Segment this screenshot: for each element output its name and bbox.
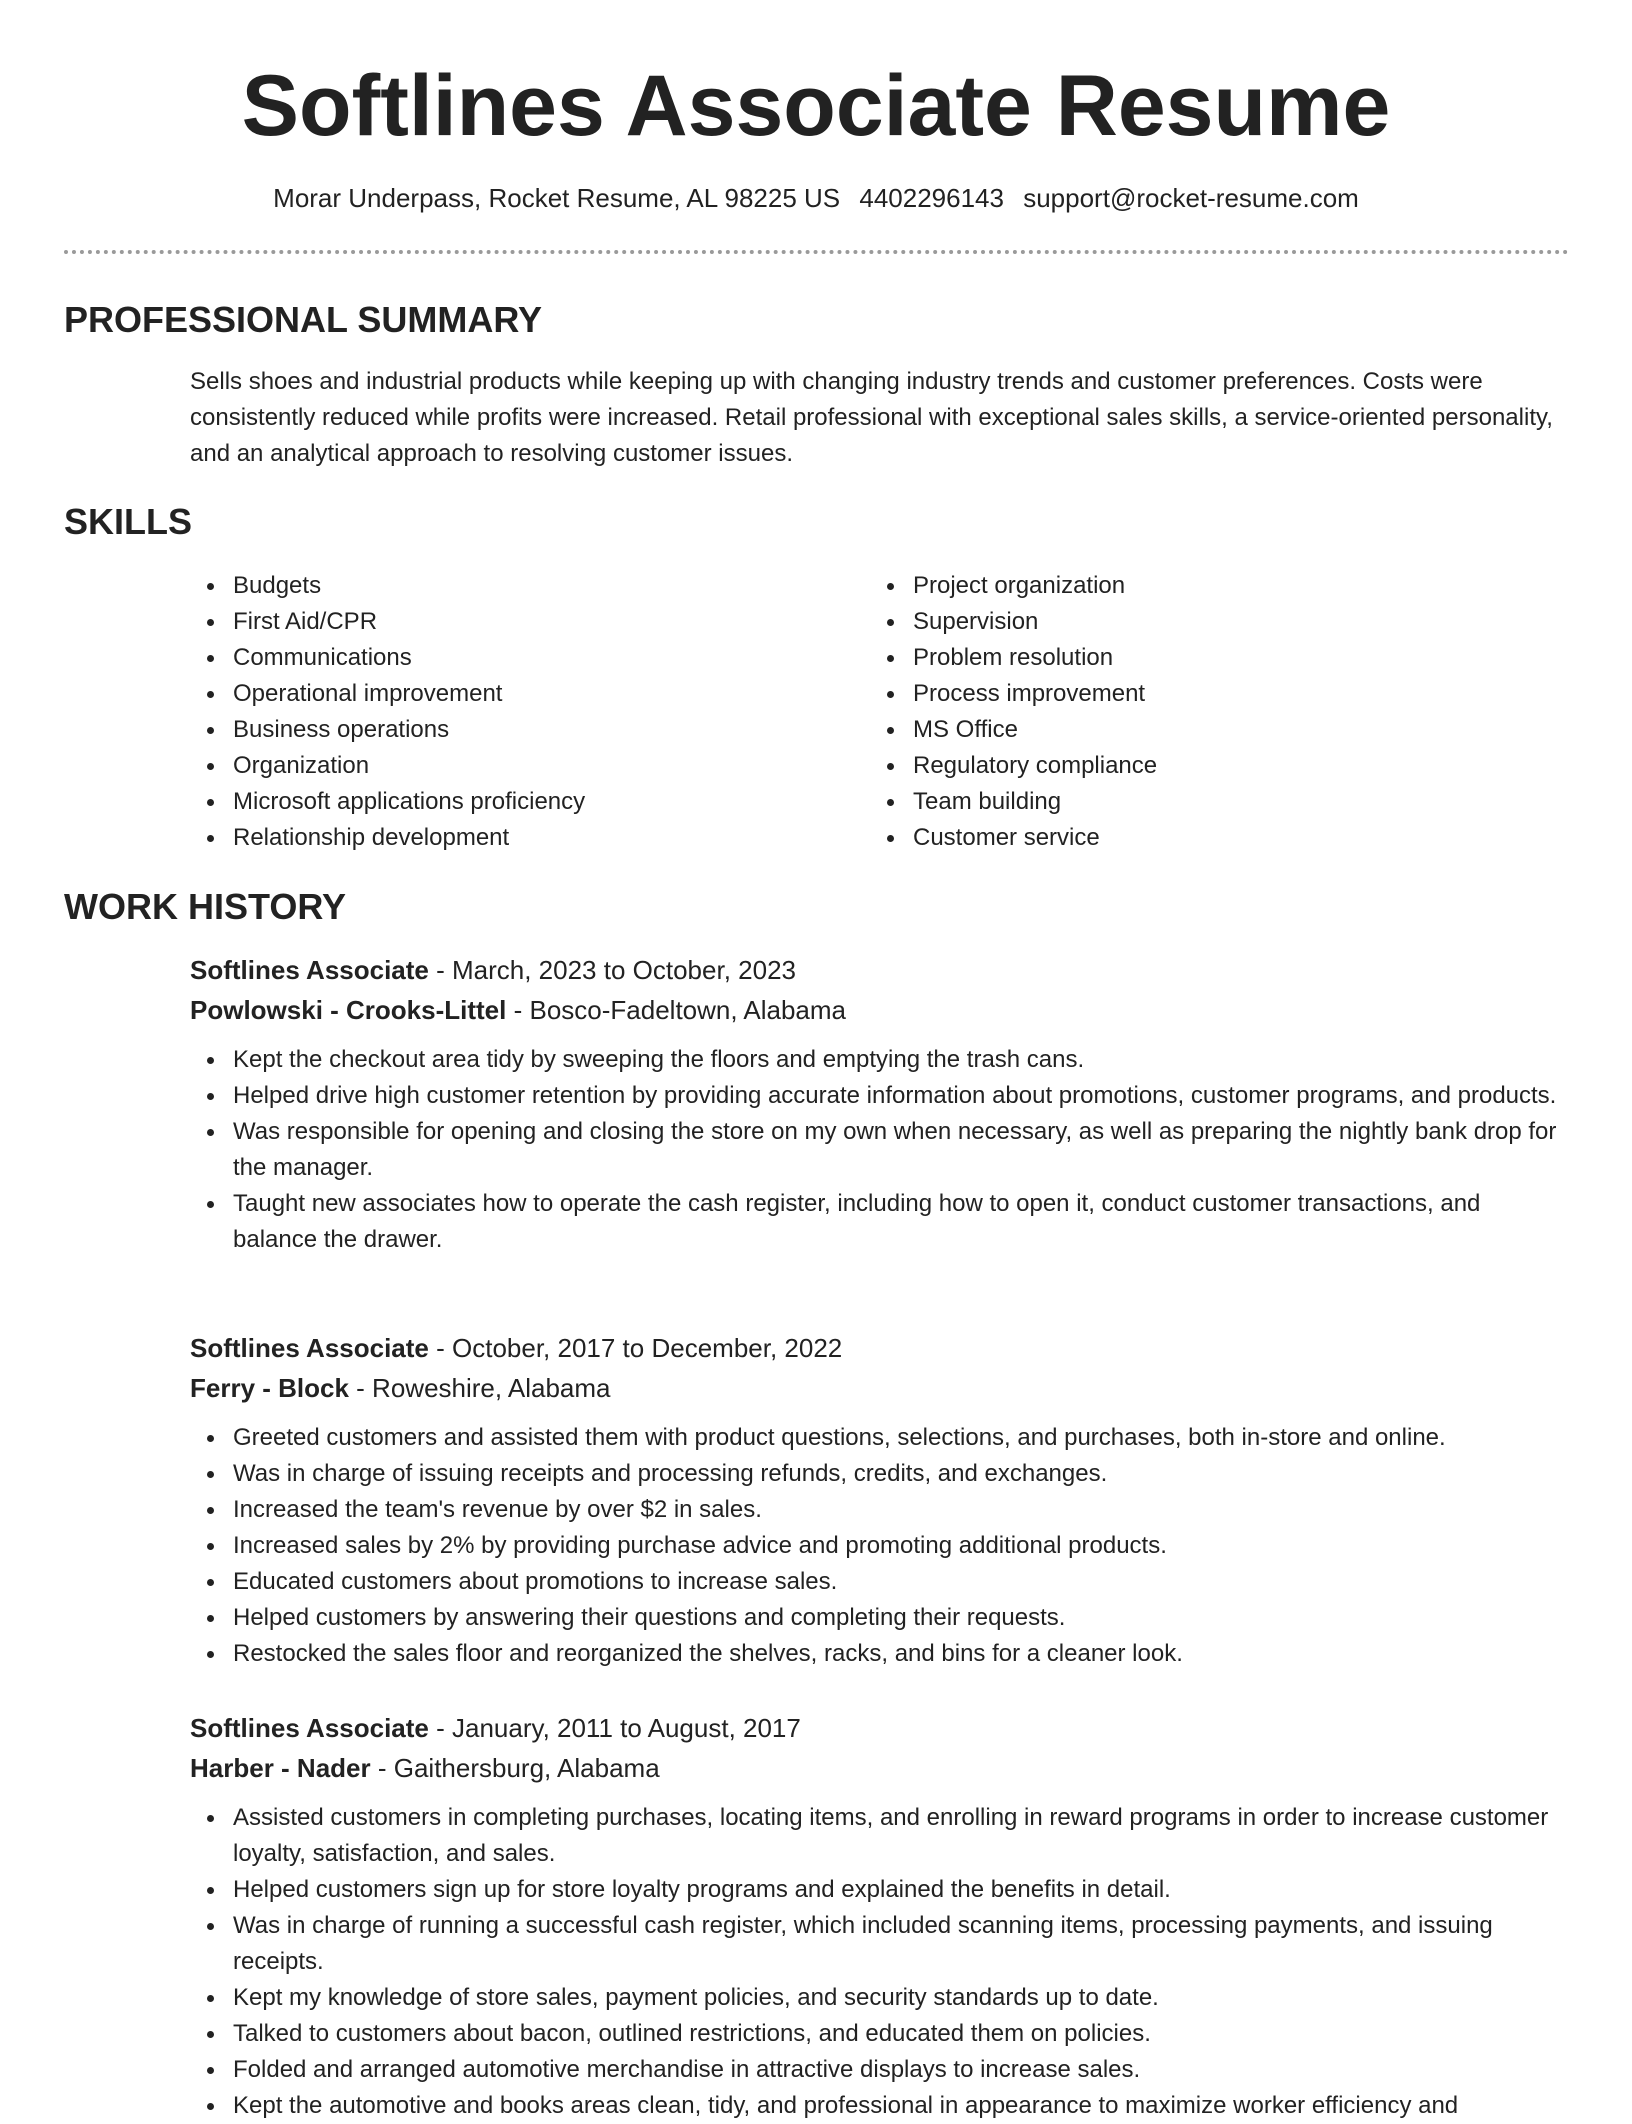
skill-label: Organization <box>233 752 370 779</box>
skill-item <box>870 676 1550 712</box>
skill-item <box>190 820 870 856</box>
skill-item <box>190 568 870 604</box>
bullet-icon <box>207 1093 214 1100</box>
job-dates: - October, 2017 to December, 2022 <box>428 1333 843 1363</box>
duty-item <box>190 1908 1570 1980</box>
duty-text: Was in charge of running a successful cash register, which included scanning items, processing payments, and issuing receipts. <box>233 1912 1493 1975</box>
duty-text: Restocked the sales floor and reorganized the shelves, racks, and bins for a cleaner look. <box>233 1640 1183 1667</box>
bullet-icon <box>207 655 214 662</box>
job-location: - Bosco-Fadeltown, Alabama <box>506 995 846 1025</box>
bullet-icon <box>207 1887 214 1894</box>
duty-text: Was in charge of issuing receipts and processing refunds, credits, and exchanges. <box>233 1460 1108 1487</box>
skills-column-right <box>870 568 1550 856</box>
skill-item <box>190 748 870 784</box>
duty-text: Increased sales by 2% by providing purchase advice and promoting additional products. <box>233 1532 1167 1559</box>
skills-list <box>190 568 1570 856</box>
skill-label: Process improvement <box>913 680 1146 707</box>
bullet-icon <box>207 1129 214 1136</box>
bullet-icon <box>207 1579 214 1586</box>
duty-item <box>190 1800 1570 1872</box>
duty-item <box>190 1042 1570 1078</box>
duty-text: Kept the checkout area tidy by sweeping the floors and emptying the trash cans. <box>233 1046 1085 1073</box>
duty-item <box>190 1114 1570 1186</box>
job-entry <box>190 950 1570 1258</box>
duty-text: Educated customers about promotions to increase sales. <box>233 1568 838 1595</box>
job-title: Softlines Associate <box>190 955 429 985</box>
skill-label: First Aid/CPR <box>233 608 378 635</box>
skill-item <box>870 640 1550 676</box>
duty-item <box>190 1564 1570 1600</box>
duty-item <box>190 2088 1570 2124</box>
contact-phone: 4402296143 <box>859 183 1004 213</box>
summary-text: Sells shoes and industrial products while keeping up with changing industry trends and customer preferences. Costs were consistently reduced while profits were increased. Retail professional with exceptional sales skills, a service-oriented personality, and an analytical approach to resolving customer issues. <box>190 368 1553 467</box>
contact-address: Morar Underpass, Rocket Resume, AL 98225 US <box>273 183 841 213</box>
bullet-icon <box>207 1435 214 1442</box>
job-title-line <box>190 1328 1570 1368</box>
job-company: Powlowski - Crooks-Littel <box>190 995 507 1025</box>
skill-label: Supervision <box>913 608 1039 635</box>
job-title: Softlines Associate <box>190 1333 429 1363</box>
bullet-icon <box>887 583 894 590</box>
job-company-line <box>190 1368 1570 1408</box>
skill-item <box>190 640 870 676</box>
duty-text: Helped customers sign up for store loyalty programs and explained the benefits in detail. <box>233 1876 1171 1903</box>
job-title-line <box>190 950 1570 990</box>
skill-item <box>190 604 870 640</box>
skill-item <box>870 604 1550 640</box>
bullet-icon <box>207 2103 214 2110</box>
work-history-heading: WORK HISTORY <box>64 886 347 927</box>
duty-text: Kept my knowledge of store sales, payment policies, and security standards up to date. <box>233 1984 1159 2011</box>
job-company: Harber - Nader <box>190 1753 371 1783</box>
job-company-line <box>190 990 1570 1030</box>
duty-text: Greeted customers and assisted them with product questions, selections, and purchases, both in-store and online. <box>233 1424 1446 1451</box>
bullet-icon <box>887 655 894 662</box>
skill-item <box>190 712 870 748</box>
bullet-icon <box>887 691 894 698</box>
duty-item <box>190 1872 1570 1908</box>
duty-text: Taught new associates how to operate the cash register, including how to open it, conduct customer transactions, and balance the drawer. <box>233 1190 1481 1253</box>
duty-text: Was responsible for opening and closing the store on my own when necessary, as well as preparing the nightly bank drop for the manager. <box>233 1118 1557 1181</box>
bullet-icon <box>207 2067 214 2074</box>
job-dates: - March, 2023 to October, 2023 <box>428 955 796 985</box>
job-location: - Roweshire, Alabama <box>348 1373 611 1403</box>
job-dates: - January, 2011 to August, 2017 <box>428 1713 801 1743</box>
skills-heading: SKILLS <box>64 501 193 542</box>
bullet-icon <box>207 2031 214 2038</box>
job-duties <box>190 1800 1570 2124</box>
skill-label: Relationship development <box>233 824 510 851</box>
bullet-icon <box>207 1471 214 1478</box>
job-company-line <box>190 1748 1570 1788</box>
bullet-icon <box>207 619 214 626</box>
job-location: - Gaithersburg, Alabama <box>370 1753 660 1783</box>
duty-text: Helped drive high customer retention by providing accurate information about promotions, customer programs, and products. <box>233 1082 1557 1109</box>
summary-heading: PROFESSIONAL SUMMARY <box>64 299 543 340</box>
bullet-icon <box>207 727 214 734</box>
skill-item <box>870 820 1550 856</box>
job-title-line <box>190 1708 1570 1748</box>
job-duties <box>190 1042 1570 1258</box>
skill-label: Team building <box>913 788 1062 815</box>
duty-item <box>190 2052 1570 2088</box>
bullet-icon <box>207 1815 214 1822</box>
job-entry <box>190 1328 1570 1672</box>
bullet-icon <box>207 1615 214 1622</box>
bullet-icon <box>207 1923 214 1930</box>
bullet-icon <box>887 763 894 770</box>
skills-column-left <box>190 568 870 856</box>
bullet-icon <box>207 1543 214 1550</box>
bullet-icon <box>887 619 894 626</box>
duty-item <box>190 1528 1570 1564</box>
bullet-icon <box>207 1995 214 2002</box>
skill-item <box>190 784 870 820</box>
job-company: Ferry - Block <box>190 1373 349 1403</box>
duty-text: Helped customers by answering their questions and completing their requests. <box>233 1604 1066 1631</box>
skill-item <box>870 712 1550 748</box>
bullet-icon <box>207 763 214 770</box>
duty-text: Folded and arranged automotive merchandise in attractive displays to increase sales. <box>233 2056 1141 2083</box>
duty-item <box>190 2016 1570 2052</box>
skill-label: Microsoft applications proficiency <box>233 788 586 815</box>
resume-title: Softlines Associate Resume <box>241 58 1391 154</box>
bullet-icon <box>207 1201 214 1208</box>
bullet-icon <box>207 799 214 806</box>
skill-item <box>870 748 1550 784</box>
bullet-icon <box>887 727 894 734</box>
bullet-icon <box>207 1057 214 1064</box>
bullet-icon <box>207 835 214 842</box>
job-duties <box>190 1420 1570 1672</box>
skill-item <box>870 784 1550 820</box>
duty-text: Talked to customers about bacon, outlined restrictions, and educated them on policies. <box>233 2020 1151 2047</box>
duty-item <box>190 1078 1570 1114</box>
skill-label: Communications <box>233 644 412 671</box>
skill-label: Operational improvement <box>233 680 503 707</box>
skill-label: Regulatory compliance <box>913 752 1158 779</box>
contact-line <box>0 180 1632 216</box>
job-title: Softlines Associate <box>190 1713 429 1743</box>
bullet-icon <box>207 1507 214 1514</box>
skill-label: Customer service <box>913 824 1100 851</box>
skill-label: MS Office <box>913 716 1018 743</box>
duty-item <box>190 1456 1570 1492</box>
duty-item <box>190 1492 1570 1528</box>
duty-text: Increased the team's revenue by over $2 in sales. <box>233 1496 762 1523</box>
contact-email: support@rocket-resume.com <box>1023 183 1359 213</box>
duty-text: Assisted customers in completing purchases, locating items, and enrolling in reward programs in order to increase customer loyalty, satisfaction, and sales. <box>233 1804 1549 1867</box>
skill-item <box>190 676 870 712</box>
skill-label: Problem resolution <box>913 644 1114 671</box>
duty-item <box>190 1636 1570 1672</box>
bullet-icon <box>207 691 214 698</box>
skill-label: Budgets <box>233 572 322 599</box>
duty-item <box>190 1420 1570 1456</box>
skill-item <box>870 568 1550 604</box>
skill-label: Business operations <box>233 716 450 743</box>
skill-label: Project organization <box>913 572 1126 599</box>
bullet-icon <box>207 1651 214 1658</box>
bullet-icon <box>887 799 894 806</box>
duty-text: Kept the automotive and books areas clean, tidy, and professional in appearance to maximize worker efficiency and <box>233 2092 1459 2119</box>
job-entry <box>190 1708 1570 2124</box>
duty-item <box>190 1600 1570 1636</box>
duty-item <box>190 1186 1570 1258</box>
duty-item <box>190 1980 1570 2016</box>
bullet-icon <box>207 583 214 590</box>
header-divider <box>64 250 1569 254</box>
bullet-icon <box>887 835 894 842</box>
